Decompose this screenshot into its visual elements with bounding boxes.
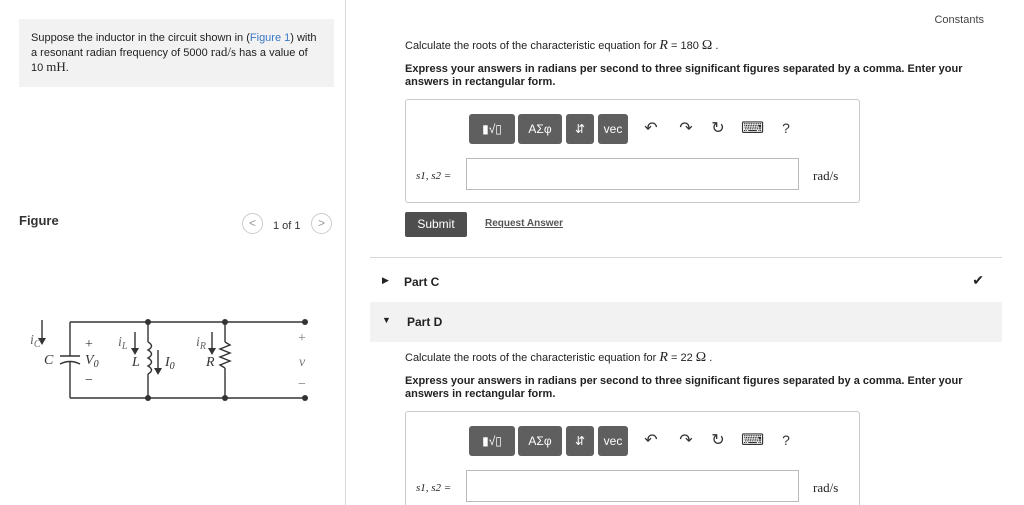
- label-minus: −: [85, 373, 93, 388]
- part-b-answer-box: [405, 99, 860, 203]
- part-b-unit: rad/s: [813, 168, 839, 183]
- next-figure-button[interactable]: >: [311, 213, 332, 234]
- node-dot: [145, 319, 151, 325]
- label-v-plus: +: [298, 331, 306, 346]
- part-b-instructions: Express your answers in radians per second to three significant figures separated by a comma. Enter your answers in rectangular form.: [405, 63, 963, 88]
- label-v: v: [299, 355, 306, 370]
- part-d-answer-box: [405, 411, 860, 505]
- redo-icon[interactable]: ↷: [679, 120, 693, 137]
- part-d-title: Part D: [407, 315, 443, 329]
- part-d-header[interactable]: [370, 302, 1002, 342]
- label-L: L: [132, 355, 140, 370]
- problem-text-3: has a value of 10: [31, 47, 308, 74]
- part-d-answer-input[interactable]: [466, 470, 799, 502]
- constants-link[interactable]: Constants: [934, 14, 984, 26]
- check-icon: ✔: [972, 272, 984, 288]
- greek-button[interactable]: ΑΣφ: [518, 114, 562, 144]
- label-ic: $i_C$: [30, 333, 41, 350]
- reset-icon[interactable]: ↻: [711, 120, 725, 137]
- part-b-question: Calculate the roots of the characteristic equation for R = 180 Ω .: [405, 38, 719, 53]
- vec-button[interactable]: vec: [598, 114, 628, 144]
- part-d-question: Calculate the roots of the characteristic equation for R = 22 Ω .: [405, 350, 713, 365]
- part-d-unit: rad/s: [813, 480, 839, 495]
- vec-button[interactable]: vec: [598, 426, 628, 456]
- help-icon[interactable]: ?: [782, 432, 790, 448]
- part-c-header[interactable]: [370, 262, 1002, 302]
- problem-period: .: [65, 62, 69, 74]
- part-b-answer-input[interactable]: [466, 158, 799, 190]
- templates-button[interactable]: ▮√▯: [469, 426, 515, 456]
- section-divider: [370, 257, 1002, 258]
- label-plus: +: [85, 337, 93, 352]
- label-C: C: [44, 353, 54, 368]
- figure-link[interactable]: Figure 1: [249, 32, 291, 44]
- arrows-button[interactable]: ⇵: [566, 114, 594, 144]
- answer-label: s1, s2 =: [416, 482, 452, 494]
- greek-button[interactable]: ΑΣφ: [518, 426, 562, 456]
- freq-unit: rad/s: [210, 44, 237, 59]
- submit-button[interactable]: Submit: [405, 212, 467, 237]
- circuit-diagram: [30, 312, 330, 412]
- part-c-title: Part C: [404, 275, 440, 289]
- label-R: R: [206, 355, 215, 370]
- problem-text-1: Suppose the inductor in the circuit shown in (: [31, 32, 250, 44]
- terminal-dot: [302, 395, 308, 401]
- keyboard-icon[interactable]: ⌨: [741, 120, 765, 137]
- node-dot: [145, 395, 151, 401]
- redo-icon[interactable]: ↷: [679, 432, 693, 449]
- label-V0: $V_0$: [85, 353, 99, 370]
- label-I0: $I_0$: [165, 355, 175, 372]
- undo-icon[interactable]: ↶: [644, 120, 658, 137]
- request-answer-link[interactable]: Request Answer: [485, 218, 563, 229]
- label-iL: $i_L$: [118, 335, 128, 352]
- math-toolbar: [469, 114, 809, 144]
- problem-text-2: ) with a resonant radian frequency of 5000: [31, 32, 317, 59]
- prev-figure-button[interactable]: <: [242, 213, 263, 234]
- part-d-instructions: Express your answers in radians per second to three significant figures separated by a comma. Enter your answers in rectangular form.: [405, 375, 963, 400]
- undo-icon[interactable]: ↶: [644, 432, 658, 449]
- left-panel: [0, 0, 346, 505]
- node-dot: [222, 395, 228, 401]
- templates-button[interactable]: ▮√▯: [469, 114, 515, 144]
- inductance-unit: mH: [46, 59, 66, 74]
- figure-heading: Figure: [19, 213, 59, 228]
- terminal-dot: [302, 319, 308, 325]
- answer-label: s1, s2 =: [416, 170, 452, 182]
- collapsed-arrow-icon: ▶: [382, 275, 389, 285]
- help-icon[interactable]: ?: [782, 120, 790, 136]
- expanded-arrow-icon: ▼: [382, 315, 391, 325]
- figure-count: 1 of 1: [273, 220, 301, 232]
- keyboard-icon[interactable]: ⌨: [741, 432, 765, 449]
- math-toolbar: [469, 426, 809, 456]
- node-dot: [222, 319, 228, 325]
- label-iR: $i_R$: [196, 335, 206, 352]
- label-v-minus: −: [298, 377, 306, 392]
- arrows-button[interactable]: ⇵: [566, 426, 594, 456]
- problem-statement: [19, 19, 334, 87]
- reset-icon[interactable]: ↻: [711, 432, 725, 449]
